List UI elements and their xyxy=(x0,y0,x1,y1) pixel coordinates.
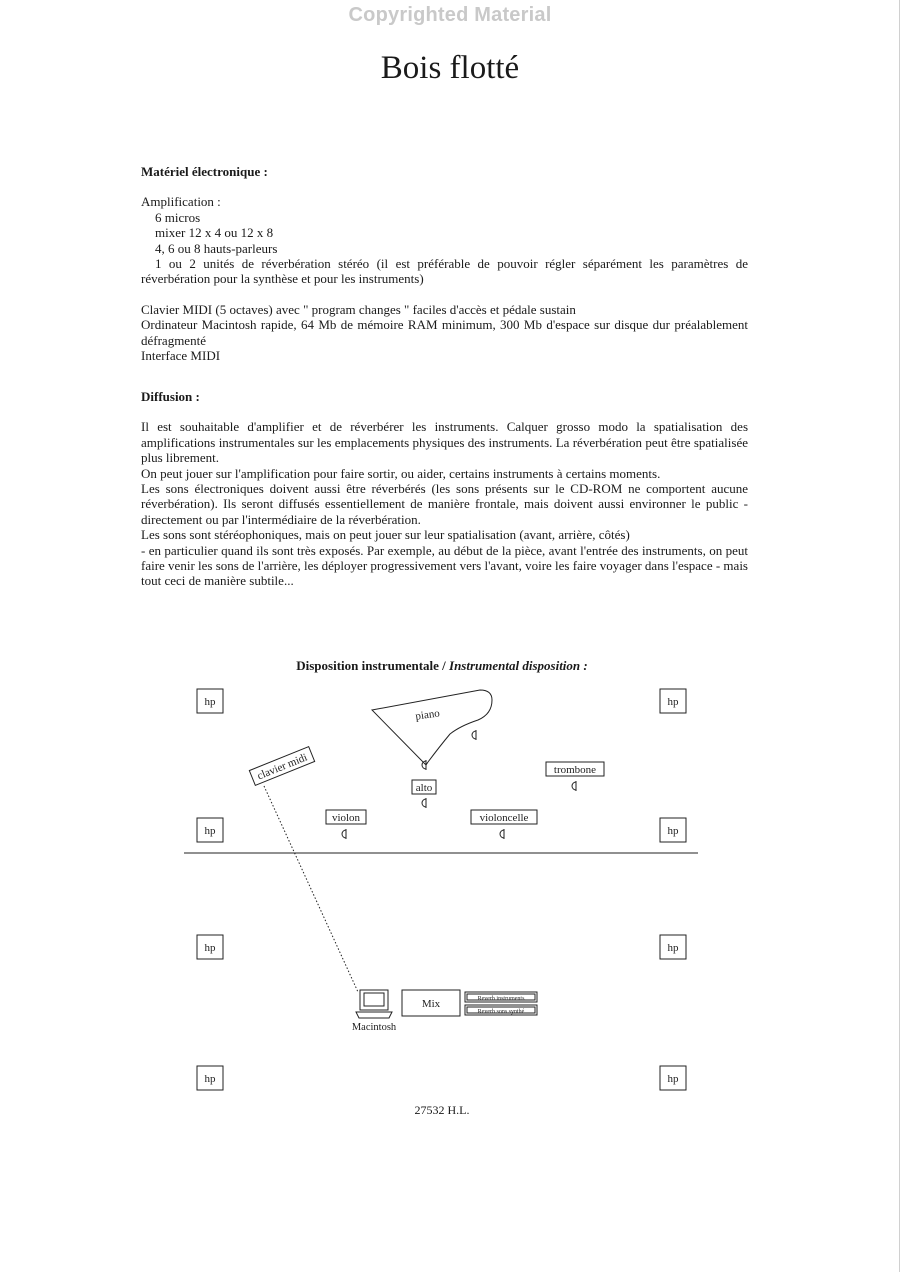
materiel-section xyxy=(141,164,748,363)
equipment-keyboard: Clavier MIDI (5 octaves) avec " program changes " faciles d'accès et pédale sustain xyxy=(141,301,576,317)
macintosh-label: Macintosh xyxy=(351,1022,397,1033)
mixer-label: Mix xyxy=(421,998,441,1010)
amp-item-reverb: 1 ou 2 unités de réverbération stéréo (il est préférable de pouvoir régler séparément les paramètres de réverbération pour la synthèse et pour les instruments) xyxy=(141,256,748,287)
speaker-rear-left xyxy=(197,1066,223,1090)
equipment-interface: Interface MIDI xyxy=(141,348,221,364)
violin xyxy=(326,810,366,824)
diffusion-paragraph-1: Il est souhaitable d'amplifier et de réverbérer les instruments. Calquer grosso modo la spatialisation des amplifications instrumentales sur les emplacements physiques des instruments. La réverbération peut être spatialisée plus librement. xyxy=(141,419,748,466)
microphone-icon xyxy=(572,781,576,791)
speaker-side-left xyxy=(197,935,223,959)
speaker-label: hp xyxy=(667,942,679,954)
reverb-unit-instruments xyxy=(465,992,537,1002)
alto xyxy=(412,780,436,794)
microphone-icon xyxy=(422,798,426,808)
diffusion-paragraph-4: Les sons sont stéréophoniques, mais on peut jouer sur leur spatialisation (avant, arrière, côtés) xyxy=(141,527,630,543)
diffusion-section xyxy=(141,389,748,589)
page-footer-code: 27532 H.L. xyxy=(414,1103,470,1117)
midi-keyboard xyxy=(249,747,314,786)
diffusion-heading: Diffusion : xyxy=(141,389,200,404)
speaker-side-right xyxy=(660,935,686,959)
microphone-icon xyxy=(472,730,476,740)
copyright-watermark: Copyrighted Material xyxy=(348,4,552,26)
mixer xyxy=(402,990,460,1016)
speaker-stage-right xyxy=(660,818,686,842)
equipment-computer: Ordinateur Macintosh rapide, 64 Mb de mémoire RAM minimum, 300 Mb d'espace sur disque dur préalablement défragmenté xyxy=(141,317,748,348)
cello xyxy=(471,810,537,824)
amp-item-mixer: mixer 12 x 4 ou 12 x 8 xyxy=(155,225,274,241)
microphone-icon xyxy=(500,829,504,839)
speaker-label: hp xyxy=(667,825,679,837)
amplification-label: Amplification : xyxy=(141,194,221,210)
diagram-title-english: Instrumental disposition : xyxy=(449,658,588,673)
page-title: Bois flotté xyxy=(380,50,520,86)
trombone xyxy=(546,762,604,776)
speaker-label: hp xyxy=(667,1073,679,1085)
midi-keyboard-label: clavier midi xyxy=(255,751,310,783)
diagram-title-french: Disposition instrumentale / xyxy=(296,658,450,673)
reverb-synth-label: Reverb sons synthé xyxy=(477,1009,525,1015)
instrument-layout-diagram xyxy=(0,640,900,1085)
speaker-label: hp xyxy=(204,696,216,708)
speaker-label: hp xyxy=(204,825,216,837)
amp-item-micros: 6 micros xyxy=(155,209,201,225)
speaker-label: hp xyxy=(667,696,679,708)
macintosh-computer-icon xyxy=(352,990,397,1033)
reverb-unit-synth xyxy=(465,1005,537,1015)
piano xyxy=(372,690,492,765)
piano-label: piano xyxy=(414,707,441,723)
speaker-rear-right xyxy=(660,1066,686,1090)
amp-item-speakers: 4, 6 ou 8 hauts-parleurs xyxy=(155,240,278,256)
cello-label: violoncelle xyxy=(479,812,529,824)
trombone-label: trombone xyxy=(553,764,597,776)
diffusion-paragraph-3: Les sons électroniques doivent aussi être réverbérés (les sons présents sur le CD-ROM ne comportent aucune réverbération). Ils seront diffusés essentiellement de manière frontale, mais doivent aussi environner le public - directement ou par l'intermédiaire de la réverbération. xyxy=(141,481,748,527)
reverb-instruments-label: Reverb instruments xyxy=(477,996,525,1002)
diffusion-paragraph-2: On peut jouer sur l'amplification pour faire sortir, ou aider, certains instruments à certains moments. xyxy=(141,465,661,481)
speaker-stage-left xyxy=(197,818,223,842)
speaker-label: hp xyxy=(204,942,216,954)
materiel-heading: Matériel électronique : xyxy=(141,164,268,179)
speaker-label: hp xyxy=(204,1073,216,1085)
alto-label: alto xyxy=(415,782,433,794)
speaker-front-left xyxy=(197,689,223,713)
violin-label: violon xyxy=(331,812,361,824)
microphone-icon xyxy=(342,829,346,839)
speaker-front-right xyxy=(660,689,686,713)
diffusion-paragraph-5: - en particulier quand ils sont très exposés. Par exemple, au début de la pièce, avant l'entrée des instruments, on peut faire venir les sons de l'arrière, les déployer progressivement vers l'avant, voire les faire voyager dans l'espace - mais tout ceci de manière subtile... xyxy=(141,542,748,589)
